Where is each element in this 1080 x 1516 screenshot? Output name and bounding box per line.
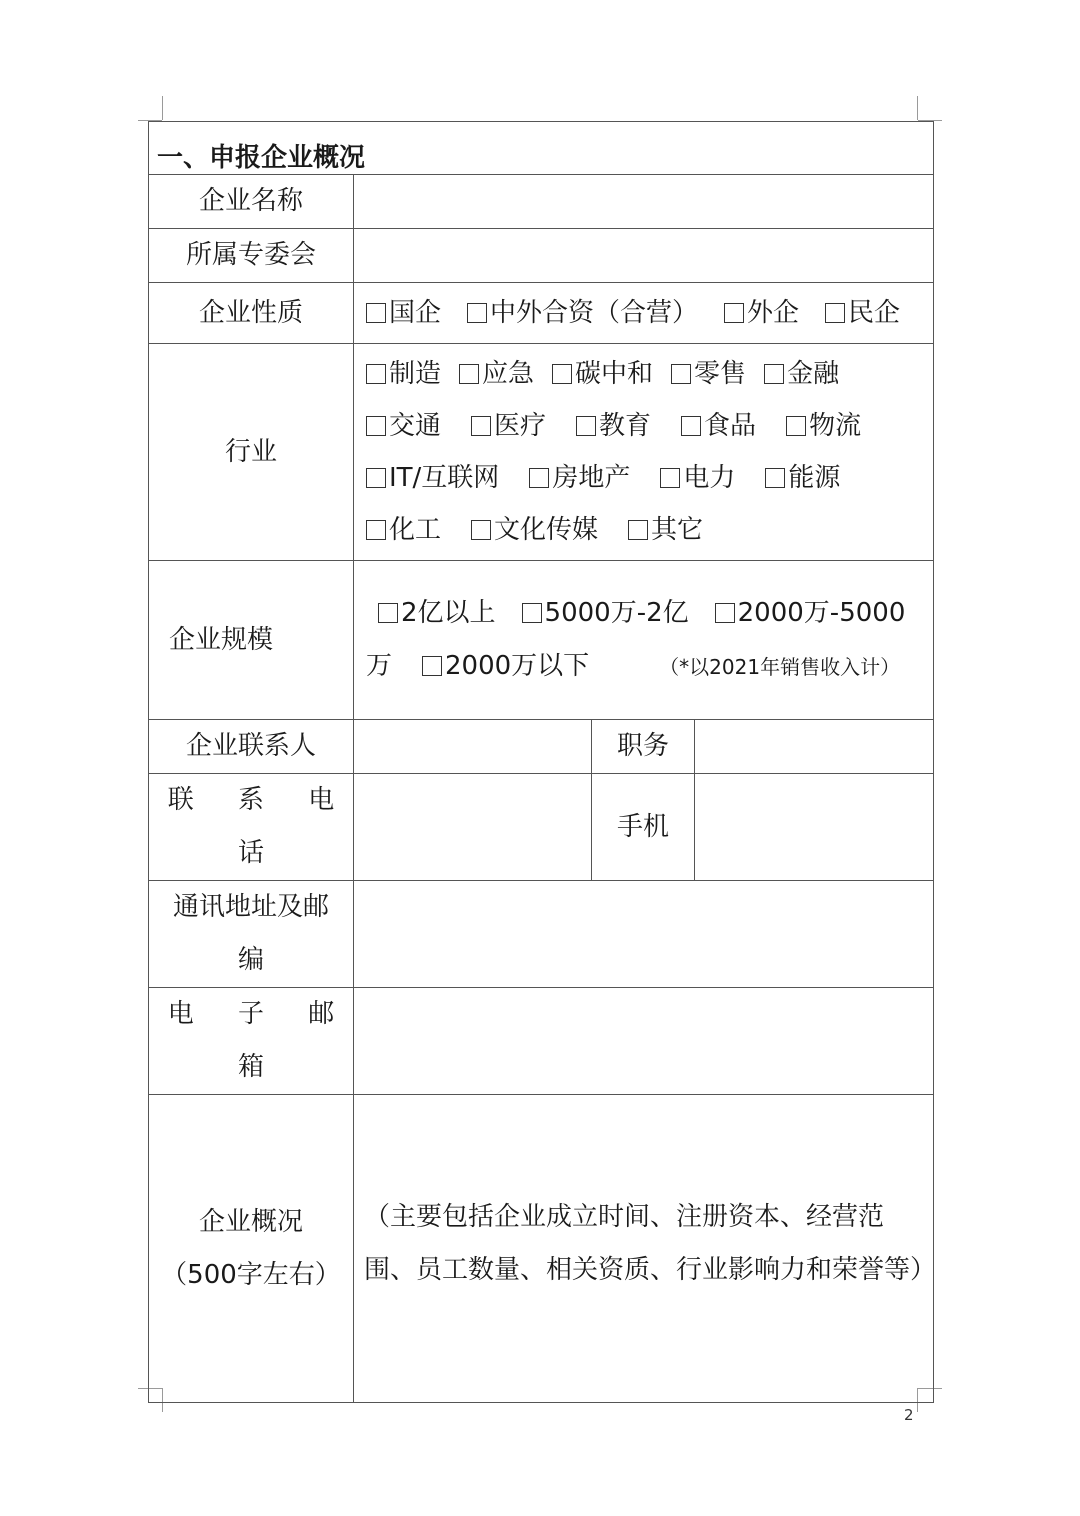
industry-option[interactable]: 物流: [786, 400, 861, 452]
scale-option[interactable]: 2亿以上: [378, 587, 496, 640]
industry-option[interactable]: 零售: [671, 348, 746, 400]
checkbox-icon[interactable]: [459, 364, 479, 384]
label-phone: 联 系 电 话: [149, 774, 354, 881]
checkbox-icon[interactable]: [366, 303, 386, 323]
industry-options-row: [366, 452, 923, 504]
mobile-field[interactable]: [695, 774, 934, 881]
committee-field[interactable]: [354, 229, 934, 283]
checkbox-icon[interactable]: [366, 468, 386, 488]
address-field[interactable]: [354, 881, 934, 988]
checkbox-icon[interactable]: [471, 416, 491, 436]
label-overview-line2: （500字左右）: [161, 1259, 341, 1290]
nature-option[interactable]: 国企: [366, 287, 441, 339]
checkbox-icon[interactable]: [628, 520, 648, 540]
industry-options-row: [366, 348, 923, 400]
nature-option[interactable]: 中外合资（合营）: [467, 287, 698, 339]
checkbox-icon[interactable]: [366, 520, 386, 540]
label-mobile: 手机: [592, 774, 695, 881]
industry-option[interactable]: 应急: [459, 348, 534, 400]
company-scale-options: [354, 561, 934, 720]
label-contact-person: 企业联系人: [149, 720, 354, 774]
label-industry: 行业: [149, 344, 354, 561]
industry-option[interactable]: 能源: [765, 452, 840, 504]
email-field[interactable]: [354, 988, 934, 1095]
crop-mark-top-left-v: [162, 96, 163, 120]
industry-option[interactable]: 文化传媒: [471, 504, 598, 556]
checkbox-icon[interactable]: [522, 603, 542, 623]
checkbox-icon[interactable]: [471, 520, 491, 540]
company-nature-options: [354, 283, 934, 344]
industry-option[interactable]: 碳中和: [552, 348, 653, 400]
label-company-name: 企业名称: [149, 175, 354, 229]
industry-option[interactable]: 化工: [366, 504, 441, 556]
checkbox-icon[interactable]: [576, 416, 596, 436]
label-committee: 所属专委会: [149, 229, 354, 283]
checkbox-icon[interactable]: [529, 468, 549, 488]
nature-option[interactable]: 民企: [825, 287, 900, 339]
industry-option[interactable]: 交通: [366, 400, 441, 452]
checkbox-icon[interactable]: [671, 364, 691, 384]
checkbox-icon[interactable]: [724, 303, 744, 323]
overview-hint: （主要包括企业成立时间、注册资本、经营范围、员工数量、相关资质、行业影响力和荣誉等）: [364, 1201, 937, 1285]
checkbox-icon[interactable]: [366, 416, 386, 436]
crop-mark-top-right-v: [917, 96, 918, 120]
industry-options: [354, 344, 934, 561]
checkbox-icon[interactable]: [764, 364, 784, 384]
checkbox-icon[interactable]: [660, 468, 680, 488]
nature-option[interactable]: 外企: [724, 287, 799, 339]
label-overview: [149, 1095, 354, 1403]
checkbox-icon[interactable]: [765, 468, 785, 488]
page-number: 2: [904, 1406, 914, 1424]
label-address-line2: 编: [237, 945, 264, 975]
checkbox-icon[interactable]: [715, 603, 735, 623]
industry-option[interactable]: 制造: [366, 348, 441, 400]
checkbox-icon[interactable]: [552, 364, 572, 384]
checkbox-icon[interactable]: [681, 416, 701, 436]
label-company-nature: 企业性质: [149, 283, 354, 344]
industry-option[interactable]: 教育: [576, 400, 651, 452]
industry-options-row: [366, 504, 923, 556]
scale-option[interactable]: 5000万-2亿: [522, 587, 689, 640]
contact-person-field[interactable]: [354, 720, 592, 774]
label-company-scale: 企业规模: [149, 561, 354, 720]
position-field[interactable]: [695, 720, 934, 774]
industry-option[interactable]: 食品: [681, 400, 756, 452]
label-address: [149, 881, 354, 988]
scale-option-label: 2000万-5000万: [366, 597, 906, 681]
label-overview-line1: 企业概况: [198, 1206, 303, 1237]
label-email: 电 子 邮 箱: [149, 988, 354, 1095]
industry-option[interactable]: 其它: [628, 504, 703, 556]
phone-field[interactable]: [354, 774, 592, 881]
industry-option[interactable]: 医疗: [471, 400, 546, 452]
label-address-line1: 通讯地址及邮: [172, 892, 329, 922]
scale-option[interactable]: 2000万以下: [422, 640, 589, 693]
scale-note: （*以2021年销售收入计）: [659, 654, 901, 679]
industry-option[interactable]: 金融: [764, 348, 839, 400]
industry-option[interactable]: 电力: [660, 452, 735, 504]
overview-field[interactable]: [354, 1095, 937, 1403]
section-title: 一、申报企业概况: [149, 122, 934, 175]
industry-options-row: [366, 400, 923, 452]
checkbox-icon[interactable]: [467, 303, 487, 323]
application-form-table: [148, 121, 937, 1403]
industry-option[interactable]: 房地产: [529, 452, 630, 504]
checkbox-icon[interactable]: [366, 364, 386, 384]
company-name-field[interactable]: [354, 175, 934, 229]
checkbox-icon[interactable]: [825, 303, 845, 323]
checkbox-icon[interactable]: [422, 656, 442, 676]
checkbox-icon[interactable]: [786, 416, 806, 436]
label-position: 职务: [592, 720, 695, 774]
industry-option[interactable]: IT/互联网: [366, 452, 499, 504]
checkbox-icon[interactable]: [378, 603, 398, 623]
